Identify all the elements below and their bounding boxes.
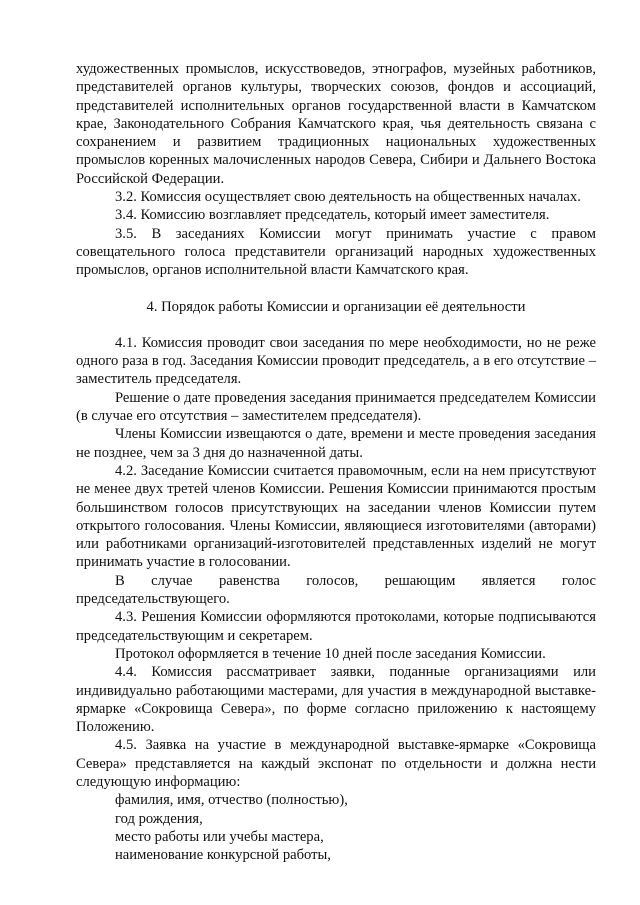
paragraph-tie-vote: В случае равенства голосов, решающим является голос председательствующего.: [76, 572, 596, 608]
paragraph-protocol: Протокол оформляется в течение 10 дней после заседания Комиссии.: [115, 645, 546, 662]
paragraph-4-1: 4.1. Комиссия проводит свои заседания по мере необходимости, но не реже одного раза в год. Заседания Комиссии проводит председатель, а в его отсутствие – заместитель председателя.: [76, 334, 596, 388]
paragraph-3-2: 3.2. Комиссия осуществляет свою деятельность на общественных началах.: [115, 189, 581, 206]
paragraph-4-5: 4.5. Заявка на участие в международной выставке-ярмарке «Сокровища Севера» представляется на каждый экспонат по отдельности и должна нести следующую информацию:: [76, 737, 596, 790]
paragraph-notification: Члены Комиссии извещаются о дате, времени и месте проведения заседания не позднее, чем за 3 дня до назначенной даты.: [76, 426, 596, 461]
paragraph-meeting-date: Решение о дате проведения заседания принимается председателем Комиссии (в случае его отсутствия – заместителем председателя).: [76, 389, 596, 425]
list-item: год рождения,: [115, 810, 203, 827]
list-item: наименование конкурсной работы,: [115, 847, 331, 864]
paragraph-continuation: художественных промыслов, искусствоведов, этнографов, музейных работников, представителей органов культуры, творческих союзов, фондов и ассоциаций, представителей исполнительных органов государственной власти в Камчатском крае, Законодательного Собрания Камчатского края, чья деятельность связана с сохранением и развитием традиционных национальных художественных промыслов коренных малочисленных народов Севера, Сибири и Дальнего Востока Российской Федерации.: [76, 61, 596, 187]
paragraph-3-5: 3.5. В заседаниях Комиссии могут принимать участие с правом совещательного голоса представители организаций народных художественных промыслов, органов исполнительной власти Камчатского края.: [76, 225, 596, 279]
section-heading: 4. Порядок работы Комиссии и организации её деятельности: [146, 298, 526, 315]
list-item: место работы или учебы мастера,: [115, 828, 324, 845]
list-item: фамилия, имя, отчество (полностью),: [115, 792, 348, 809]
paragraph-4-4: 4.4. Комиссия рассматривает заявки, поданные организациями или индивидуально работающими мастерами, для участия в международной выставке-ярмарке «Сокровища Севера», по форме согласно приложению к настоящему Положению.: [76, 664, 596, 736]
document-body: [76, 60, 596, 864]
paragraph-3-4: 3.4. Комиссию возглавляет председатель, который имеет заместителя.: [115, 207, 550, 224]
paragraph-4-2: 4.2. Заседание Комиссии считается правомочным, если на нем присутствуют не менее двух третей членов Комиссии. Решения Комиссии принимаются простым большинством голосов присутствующих на заседании членов Комиссии путем открытого голосования. Члены Комиссии, являющиеся изготовителями (авторами) или работниками организаций-изготовителей представленных изделий не могут принимать участие в голосовании.: [76, 462, 596, 571]
paragraph-4-3: 4.3. Решения Комиссии оформляются протоколами, которые подписываются председательствующим и секретарем.: [76, 609, 596, 644]
